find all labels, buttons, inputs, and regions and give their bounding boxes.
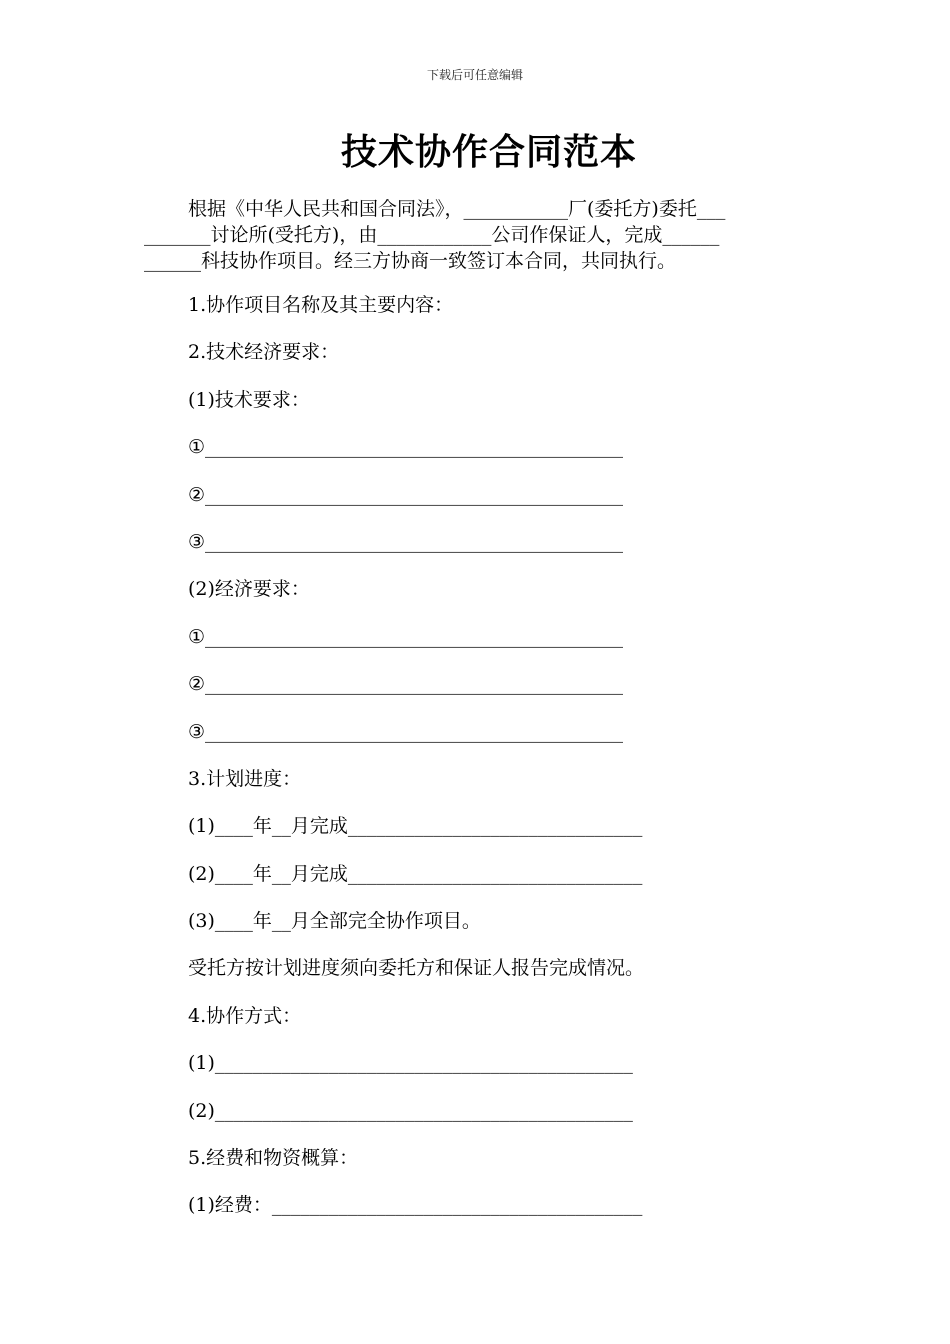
subheading-economic: (2)经济要求： — [188, 578, 310, 601]
schedule-line: (2)____年__月完成_______________________________ — [188, 862, 643, 885]
clause-heading-requirements: 2.技术经济要求： — [188, 341, 340, 364]
blank-line: ③____________________________________________ — [188, 720, 624, 743]
budget-line: (1)经费：_______________________________________ — [188, 1194, 643, 1217]
blank-line: ②____________________________________________ — [188, 673, 624, 696]
blank-line: ②____________________________________________ — [188, 483, 624, 506]
subheading-technical: (1)技术要求： — [188, 388, 310, 411]
intro-line: _______讨论所(受托方)，由____________公司作保证人，完成______ — [144, 224, 720, 246]
blank-line: (2)____________________________________________ — [188, 1099, 633, 1122]
clause-heading-budget: 5.经费和物资概算： — [188, 1147, 359, 1170]
document-title: 技术协作合同范本 — [340, 132, 637, 173]
blank-line: ①____________________________________________ — [188, 625, 624, 648]
clause-heading-project: 1.协作项目名称及其主要内容： — [188, 294, 454, 316]
schedule-line: (3)____年__月全部完全协作项目。 — [188, 910, 481, 933]
blank-line: ③____________________________________________ — [188, 530, 624, 553]
intro-line: 根据《中华人民共和国合同法》，___________厂(委托方)委托___ — [188, 198, 726, 220]
schedule-note: 受托方按计划进度须向委托方和保证人报告完成情况。 — [188, 957, 645, 980]
header-note: 下载后可任意编辑 — [426, 68, 523, 82]
intro-line: ______科技协作项目。经三方协商一致签订本合同，共同执行。 — [144, 250, 677, 272]
intro-paragraph — [144, 196, 808, 274]
contract-clauses — [188, 290, 748, 1238]
schedule-line: (1)____年__月完成_______________________________ — [188, 815, 643, 838]
blank-line: (1)____________________________________________ — [188, 1052, 633, 1075]
blank-line: ①____________________________________________ — [188, 436, 624, 459]
clause-heading-schedule: 3.计划进度： — [188, 767, 302, 790]
clause-heading-method: 4.协作方式： — [188, 1004, 302, 1027]
